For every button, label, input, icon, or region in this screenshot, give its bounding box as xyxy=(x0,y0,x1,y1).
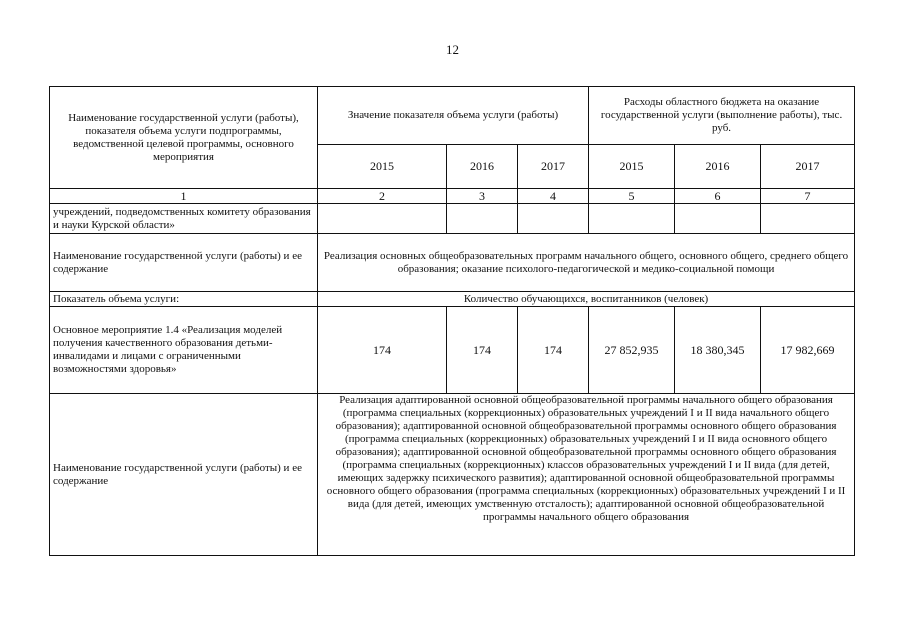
measure-value: 174 xyxy=(518,307,589,394)
header-volume-column: Значение показателя объема услуги (работы) xyxy=(318,87,589,145)
measure-value: 174 xyxy=(447,307,518,394)
measure-value: 17 982,669 xyxy=(761,307,855,394)
header-row xyxy=(50,87,855,145)
empty-cell xyxy=(447,204,518,234)
continuation-row xyxy=(50,204,855,234)
page-number: 12 xyxy=(446,42,459,57)
year-cell: 2017 xyxy=(761,145,855,189)
year-cell: 2016 xyxy=(675,145,761,189)
budget-table xyxy=(49,86,855,556)
measure-value: 174 xyxy=(318,307,447,394)
service-content: Реализация основных общеобразовательных программ начального общего, основного общего, среднего общего образования; оказание психолого-педагогической и медико-социальной помощи xyxy=(318,234,855,292)
header-expense-column: Расходы областного бюджета на оказание государственной услуги (выполнение работы), тыс. руб. xyxy=(589,87,855,145)
service-label: Наименование государственной услуги (работы) и ее содержание xyxy=(50,394,318,556)
continuation-text: учреждений, подведомственных комитету образования и науки Курской области» xyxy=(50,204,318,234)
service-row xyxy=(50,234,855,292)
column-number: 4 xyxy=(518,189,589,204)
year-cell: 2017 xyxy=(518,145,589,189)
indicator-value: Количество обучающихся, воспитанников (человек) xyxy=(318,292,855,307)
measure-value: 18 380,345 xyxy=(675,307,761,394)
header-name-column: Наименование государственной услуги (работы), показателя объема услуги подпрограммы, ведомственной целевой программы, основного мероприятия xyxy=(50,87,318,189)
measure-name: Основное мероприятие 1.4 «Реализация моделей получения качественного образования детьми-инвалидами и лицами с ограниченными возможностями здоровья» xyxy=(50,307,318,394)
measure-row xyxy=(50,307,855,394)
empty-cell xyxy=(675,204,761,234)
column-number: 3 xyxy=(447,189,518,204)
service-content: Реализация адаптированной основной общеобразовательной программы начального общего образования (программа специальных (коррекционных) образовательных учреждений I и II вида начального общего образования); адаптированной основной общеобразовательной программы основного общего образования (программа специальных (коррекционных) образовательных учреждений I и II вида основного общего образования); адаптированной основной общеобразовательной программы основного общего образования (программа специальных (коррекционных) классов образовательных учреждений I и II вида (для детей, имеющих задержку психического развития); адаптированной основной общеобразовательной программы основного общего образования (программа специальных (коррекционных) образовательных учреждений I и II вида (для детей, имеющих умственную отсталость); адаптированной основной общеобразовательной программы начального общего образования xyxy=(318,394,855,556)
service-row xyxy=(50,394,855,556)
year-cell: 2016 xyxy=(447,145,518,189)
column-number: 5 xyxy=(589,189,675,204)
empty-cell xyxy=(761,204,855,234)
column-number: 6 xyxy=(675,189,761,204)
column-number: 7 xyxy=(761,189,855,204)
year-cell: 2015 xyxy=(589,145,675,189)
indicator-row xyxy=(50,292,855,307)
year-cell: 2015 xyxy=(318,145,447,189)
measure-value: 27 852,935 xyxy=(589,307,675,394)
column-number: 2 xyxy=(318,189,447,204)
empty-cell xyxy=(589,204,675,234)
column-number: 1 xyxy=(50,189,318,204)
empty-cell xyxy=(318,204,447,234)
column-numbers-row xyxy=(50,189,855,204)
service-label: Наименование государственной услуги (работы) и ее содержание xyxy=(50,234,318,292)
empty-cell xyxy=(518,204,589,234)
indicator-label: Показатель объема услуги: xyxy=(50,292,318,307)
